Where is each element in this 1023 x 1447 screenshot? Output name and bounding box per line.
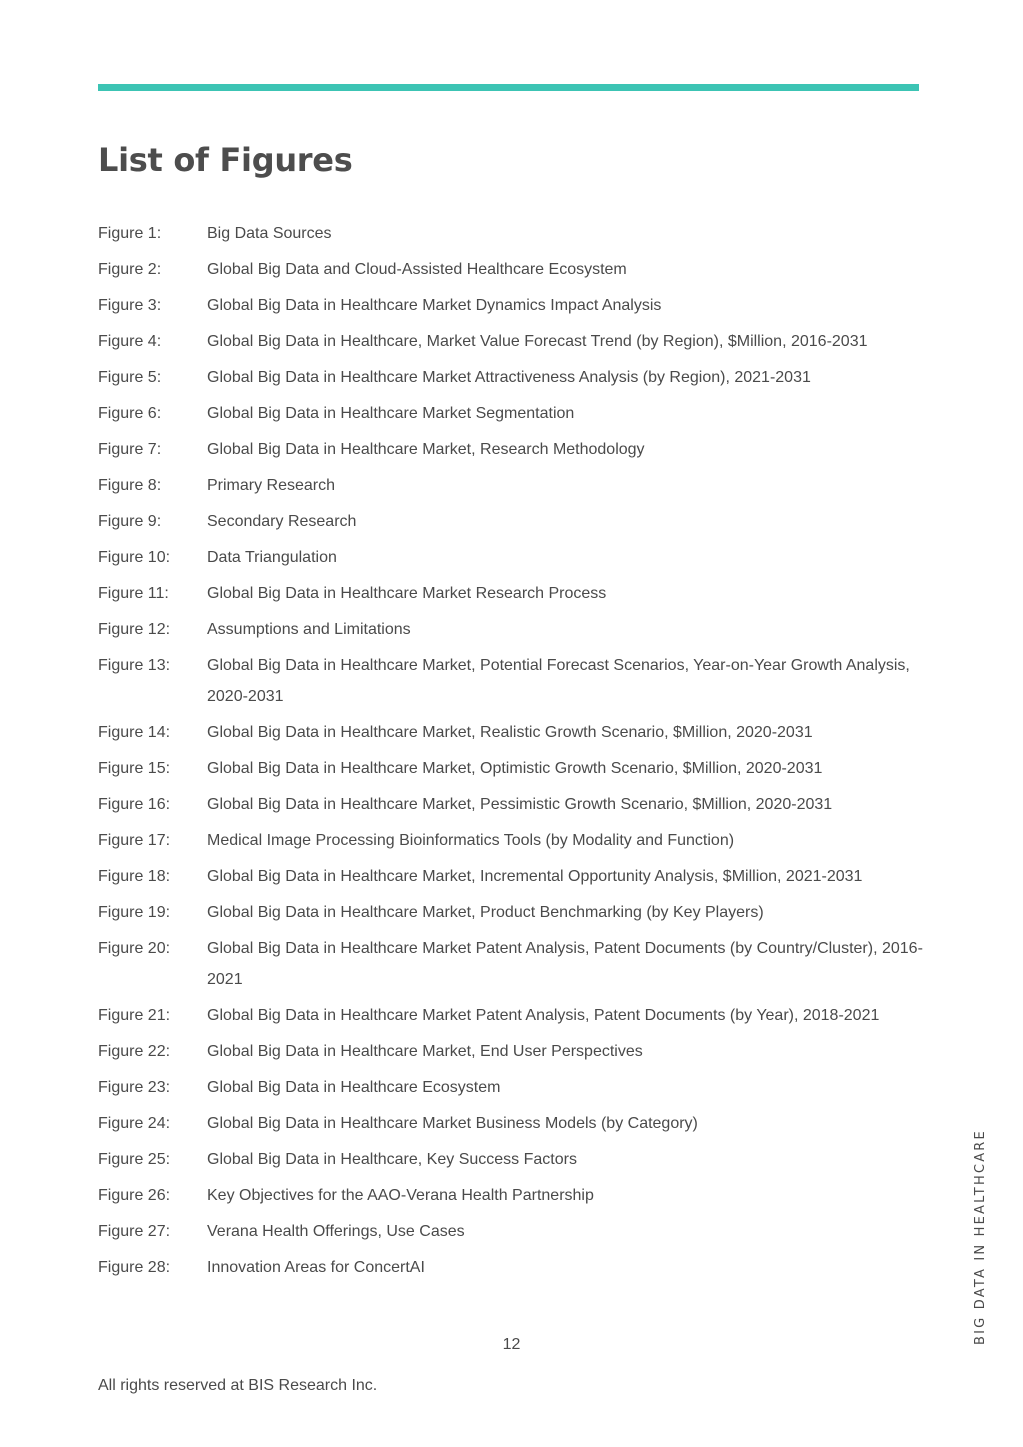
list-item <box>98 1180 928 1211</box>
list-item <box>98 542 928 573</box>
figure-number: Figure 10: <box>98 549 171 566</box>
figure-number: Figure 7: <box>98 441 162 458</box>
list-item <box>98 578 928 609</box>
list-item <box>98 218 928 249</box>
side-running-label: BIG DATA IN HEALTHCARE <box>973 1129 988 1345</box>
figure-number: Figure 4: <box>98 333 162 350</box>
page-title: List of Figures <box>98 141 353 179</box>
figure-number: Figure 1: <box>98 225 162 242</box>
figure-number: Figure 3: <box>98 297 162 314</box>
list-item <box>98 1036 928 1067</box>
figure-title: Secondary Research <box>207 513 357 530</box>
figure-title: Global Big Data in Healthcare, Key Success Factors <box>207 1151 577 1168</box>
figure-title: Global Big Data in Healthcare Market Research Process <box>207 585 607 602</box>
figure-number: Figure 5: <box>98 369 162 386</box>
figure-number: Figure 28: <box>98 1259 171 1276</box>
figure-number: Figure 6: <box>98 405 162 422</box>
figure-number: Figure 25: <box>98 1151 171 1168</box>
figure-number: Figure 18: <box>98 868 171 885</box>
figure-number: Figure 27: <box>98 1223 171 1240</box>
figure-title: Global Big Data in Healthcare Market, Optimistic Growth Scenario, $Million, 2020-2031 <box>207 760 823 777</box>
list-item <box>98 1252 928 1283</box>
figure-number: Figure 8: <box>98 477 162 494</box>
figure-title: Verana Health Offerings, Use Cases <box>207 1223 465 1240</box>
figure-title: Assumptions and Limitations <box>207 621 411 638</box>
list-item <box>98 1144 928 1175</box>
figure-title: Global Big Data in Healthcare Market Patent Analysis, Patent Documents (by Country/Cluster), 2016-2021 <box>207 940 923 988</box>
figure-number: Figure 2: <box>98 261 162 278</box>
figure-number: Figure 15: <box>98 760 171 777</box>
figure-number: Figure 21: <box>98 1007 171 1024</box>
figure-title: Primary Research <box>207 477 336 494</box>
figure-number: Figure 17: <box>98 832 171 849</box>
list-item <box>98 362 928 393</box>
figure-title: Global Big Data in Healthcare Market, Product Benchmarking (by Key Players) <box>207 904 764 921</box>
list-item <box>98 326 928 357</box>
list-item <box>98 825 928 856</box>
figure-title: Global Big Data in Healthcare Market, Research Methodology <box>207 441 645 458</box>
figure-number: Figure 26: <box>98 1187 171 1204</box>
figure-title: Global Big Data and Cloud-Assisted Healthcare Ecosystem <box>207 261 627 278</box>
list-item <box>98 789 928 820</box>
figure-number: Figure 20: <box>98 940 171 957</box>
list-item <box>98 1108 928 1139</box>
figure-number: Figure 16: <box>98 796 171 813</box>
figure-number: Figure 22: <box>98 1043 171 1060</box>
list-item <box>98 650 928 712</box>
list-item <box>98 434 928 465</box>
header-accent-rule <box>98 84 919 91</box>
figure-title: Data Triangulation <box>207 549 337 566</box>
list-item <box>98 470 928 501</box>
list-item <box>98 861 928 892</box>
figure-title: Big Data Sources <box>207 225 332 242</box>
list-item <box>98 1072 928 1103</box>
list-item <box>98 1000 928 1031</box>
figure-title: Global Big Data in Healthcare Ecosystem <box>207 1079 501 1096</box>
figure-title: Global Big Data in Healthcare Market Attractiveness Analysis (by Region), 2021-2031 <box>207 369 811 386</box>
list-item <box>98 254 928 285</box>
figure-title: Global Big Data in Healthcare Market Dynamics Impact Analysis <box>207 297 662 314</box>
list-item <box>98 933 928 995</box>
figure-title: Global Big Data in Healthcare, Market Value Forecast Trend (by Region), $Million, 2016-2031 <box>207 333 868 350</box>
figure-number: Figure 19: <box>98 904 171 921</box>
list-item <box>98 506 928 537</box>
figure-number: Figure 23: <box>98 1079 171 1096</box>
list-item <box>98 290 928 321</box>
figure-title: Global Big Data in Healthcare Market, Potential Forecast Scenarios, Year-on-Year Growth Analysis, 2020-2031 <box>207 657 910 705</box>
list-item <box>98 897 928 928</box>
figure-title: Global Big Data in Healthcare Market, Incremental Opportunity Analysis, $Million, 2021-2031 <box>207 868 863 885</box>
figure-title: Global Big Data in Healthcare Market, End User Perspectives <box>207 1043 643 1060</box>
list-item <box>98 398 928 429</box>
figure-number: Figure 11: <box>98 585 169 602</box>
footer-copyright: All rights reserved at BIS Research Inc. <box>98 1377 378 1394</box>
figure-title: Global Big Data in Healthcare Market Patent Analysis, Patent Documents (by Year), 2018-2021 <box>207 1007 880 1024</box>
list-item <box>98 717 928 748</box>
figure-list <box>98 218 928 1288</box>
list-item <box>98 753 928 784</box>
figure-title: Key Objectives for the AAO-Verana Health Partnership <box>207 1187 594 1204</box>
figure-number: Figure 24: <box>98 1115 171 1132</box>
figure-number: Figure 13: <box>98 657 171 674</box>
list-item <box>98 1216 928 1247</box>
figure-title: Global Big Data in Healthcare Market, Pessimistic Growth Scenario, $Million, 2020-2031 <box>207 796 833 813</box>
figure-title: Global Big Data in Healthcare Market, Realistic Growth Scenario, $Million, 2020-2031 <box>207 724 813 741</box>
figure-title: Global Big Data in Healthcare Market Segmentation <box>207 405 575 422</box>
list-item <box>98 614 928 645</box>
figure-number: Figure 14: <box>98 724 171 741</box>
figure-number: Figure 12: <box>98 621 171 638</box>
figure-number: Figure 9: <box>98 513 162 530</box>
figure-title: Innovation Areas for ConcertAI <box>207 1259 425 1276</box>
figure-title: Global Big Data in Healthcare Market Business Models (by Category) <box>207 1115 698 1132</box>
page-number: 12 <box>502 1336 521 1353</box>
figure-title: Medical Image Processing Bioinformatics Tools (by Modality and Function) <box>207 832 735 849</box>
